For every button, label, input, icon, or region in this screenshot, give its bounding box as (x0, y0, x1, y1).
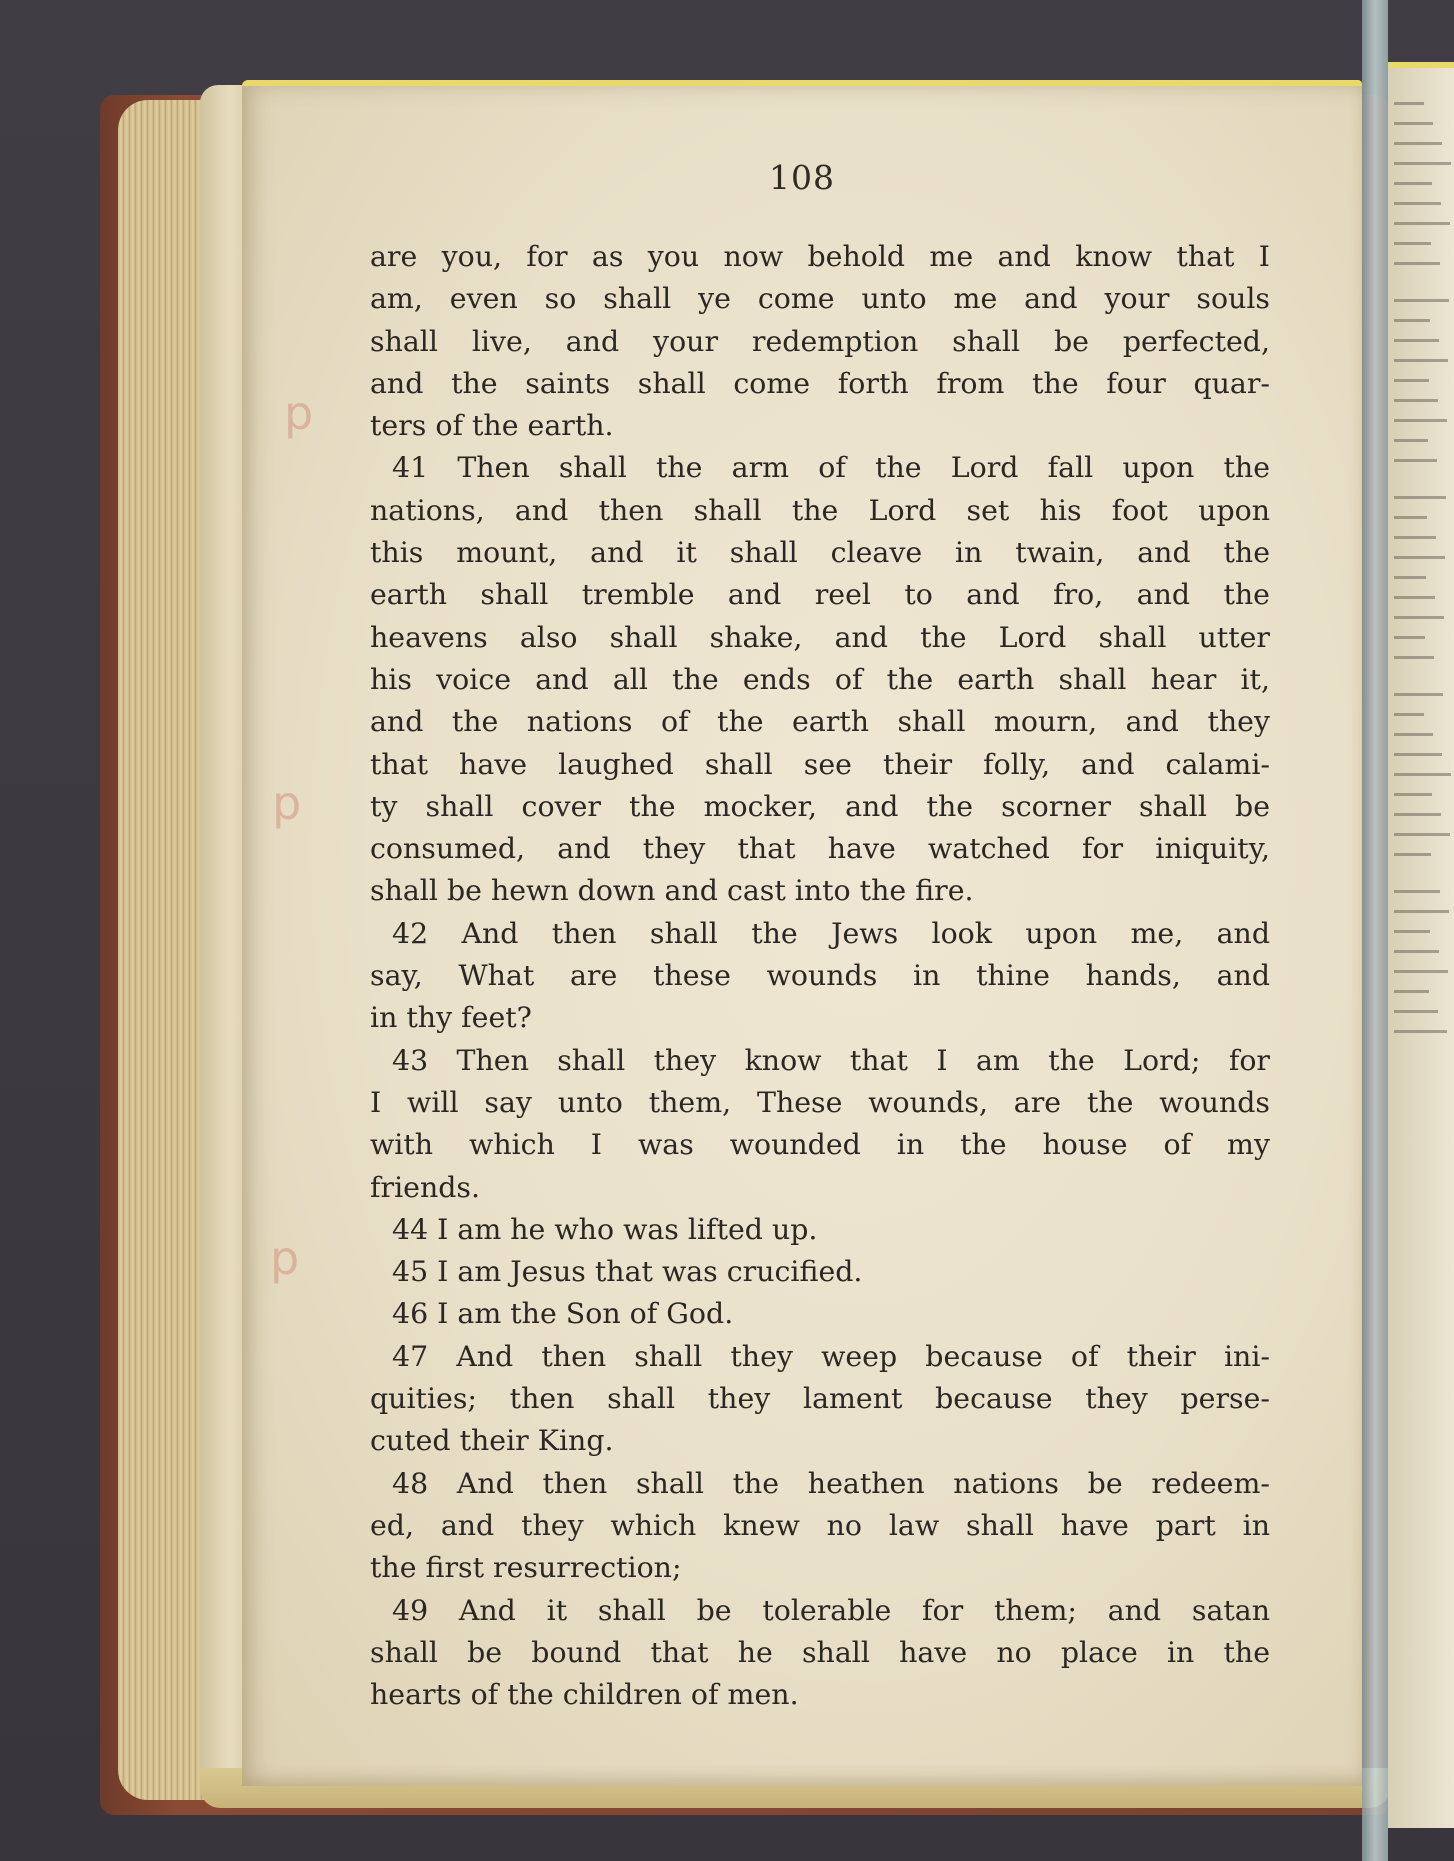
text-line: shall live, and your redemption shall be perfected, (370, 324, 1270, 358)
facing-page-line (1394, 162, 1451, 165)
facing-page-line (1394, 359, 1448, 362)
facing-page-edge (1388, 62, 1454, 1828)
text-line: I will say unto them, These wounds, are the wounds (370, 1085, 1270, 1119)
facing-page-line (1394, 793, 1432, 796)
margin-mark-3: q (270, 1231, 300, 1285)
facing-page-line (1394, 910, 1449, 913)
facing-page-line (1394, 242, 1431, 245)
facing-page-line (1394, 516, 1427, 519)
facing-page-line (1394, 262, 1440, 265)
text-line: 46 I am the Son of God. (392, 1297, 734, 1331)
book-page (242, 80, 1362, 1786)
facing-page-line (1394, 1010, 1438, 1013)
facing-page-line (1394, 1030, 1447, 1033)
text-line: 44 I am he who was lifted up. (392, 1212, 818, 1246)
text-line: cuted their King. (370, 1424, 614, 1458)
facing-page-line (1394, 319, 1430, 322)
facing-page-line (1394, 399, 1438, 402)
facing-page-line (1394, 142, 1442, 145)
text-line: 43 Then shall they know that I am the Lord; for (392, 1043, 1270, 1077)
facing-page-line (1394, 733, 1433, 736)
margin-mark-1: q (284, 386, 314, 440)
facing-page-line (1394, 596, 1435, 599)
facing-page-line (1394, 182, 1432, 185)
facing-page-line (1394, 833, 1450, 836)
text-line: ed, and they which knew no law shall have part in (370, 1508, 1270, 1542)
text-line: 49 And it shall be tolerable for them; and satan (392, 1593, 1270, 1627)
facing-page-line (1394, 950, 1439, 953)
facing-page-line (1394, 773, 1451, 776)
facing-page-line (1394, 222, 1450, 225)
page-number: 108 (769, 158, 835, 197)
text-line: ty shall cover the mocker, and the scorner shall be (370, 789, 1270, 823)
text-line: consumed, and they that have watched for iniquity, (370, 832, 1270, 866)
facing-page-line (1394, 753, 1442, 756)
text-line: this mount, and it shall cleave in twain, and the (370, 536, 1270, 570)
facing-page-line (1394, 122, 1433, 125)
text-line: his voice and all the ends of the earth shall hear it, (370, 662, 1270, 696)
text-line: friends. (370, 1170, 481, 1204)
text-line: am, even so shall ye come unto me and your souls (370, 282, 1270, 316)
facing-page-line (1394, 853, 1431, 856)
text-line: earth shall tremble and reel to and fro, and the (370, 578, 1270, 612)
facing-page-line (1394, 439, 1428, 442)
facing-page-line (1394, 656, 1434, 659)
facing-page-line (1394, 990, 1429, 993)
facing-page-line (1394, 379, 1429, 382)
text-line: in thy feet? (370, 1001, 532, 1035)
text-line: are you, for as you now behold me and know that I (370, 240, 1270, 273)
text-line: ters of the earth. (370, 409, 614, 443)
facing-page-line (1394, 713, 1424, 716)
page-text (370, 236, 1270, 1716)
text-line: 41 Then shall the arm of the Lord fall upon the (392, 451, 1270, 485)
facing-page-line (1394, 459, 1437, 462)
text-line: 48 And then shall the heathen nations be redeem- (392, 1466, 1270, 1500)
facing-page-line (1394, 693, 1443, 696)
text-line: and the saints shall come forth from the four quar- (370, 366, 1270, 400)
facing-page-line (1394, 576, 1426, 579)
text-line: nations, and then shall the Lord set his foot upon (370, 493, 1270, 527)
facing-page-line (1394, 202, 1441, 205)
facing-page-line (1394, 970, 1448, 973)
facing-page-line (1394, 419, 1447, 422)
facing-page-line (1394, 890, 1440, 893)
text-line: 42 And then shall the Jews look upon me, and (392, 916, 1270, 950)
text-line: shall be bound that he shall have no place in the (370, 1635, 1270, 1669)
text-line: 47 And then shall they weep because of their ini- (392, 1339, 1270, 1373)
text-line: the first resurrection; (370, 1551, 682, 1585)
glass-plate (1362, 0, 1388, 1861)
text-line: shall be hewn down and cast into the fire. (370, 874, 974, 908)
facing-page-line (1394, 102, 1424, 105)
facing-page-line (1394, 813, 1441, 816)
text-line: heavens also shall shake, and the Lord shall utter (370, 620, 1270, 654)
text-line: that have laughed shall see their folly, and calami- (370, 747, 1270, 781)
text-line: quities; then shall they lament because they perse- (370, 1382, 1270, 1416)
facing-page-line (1394, 636, 1425, 639)
facing-page-line (1394, 299, 1449, 302)
text-line: and the nations of the earth shall mourn, and they (370, 705, 1270, 739)
facing-page-line (1394, 556, 1445, 559)
facing-page-line (1394, 496, 1446, 499)
text-line: 45 I am Jesus that was crucified. (392, 1255, 863, 1289)
text-line: say, What are these wounds in thine hands, and (370, 959, 1270, 993)
facing-page-line (1394, 930, 1430, 933)
text-line: with which I was wounded in the house of my (370, 1128, 1270, 1162)
margin-mark-2: q (272, 776, 302, 830)
facing-page-line (1394, 536, 1436, 539)
facing-page-line (1394, 616, 1444, 619)
facing-page-line (1394, 339, 1439, 342)
text-line: hearts of the children of men. (370, 1678, 799, 1712)
